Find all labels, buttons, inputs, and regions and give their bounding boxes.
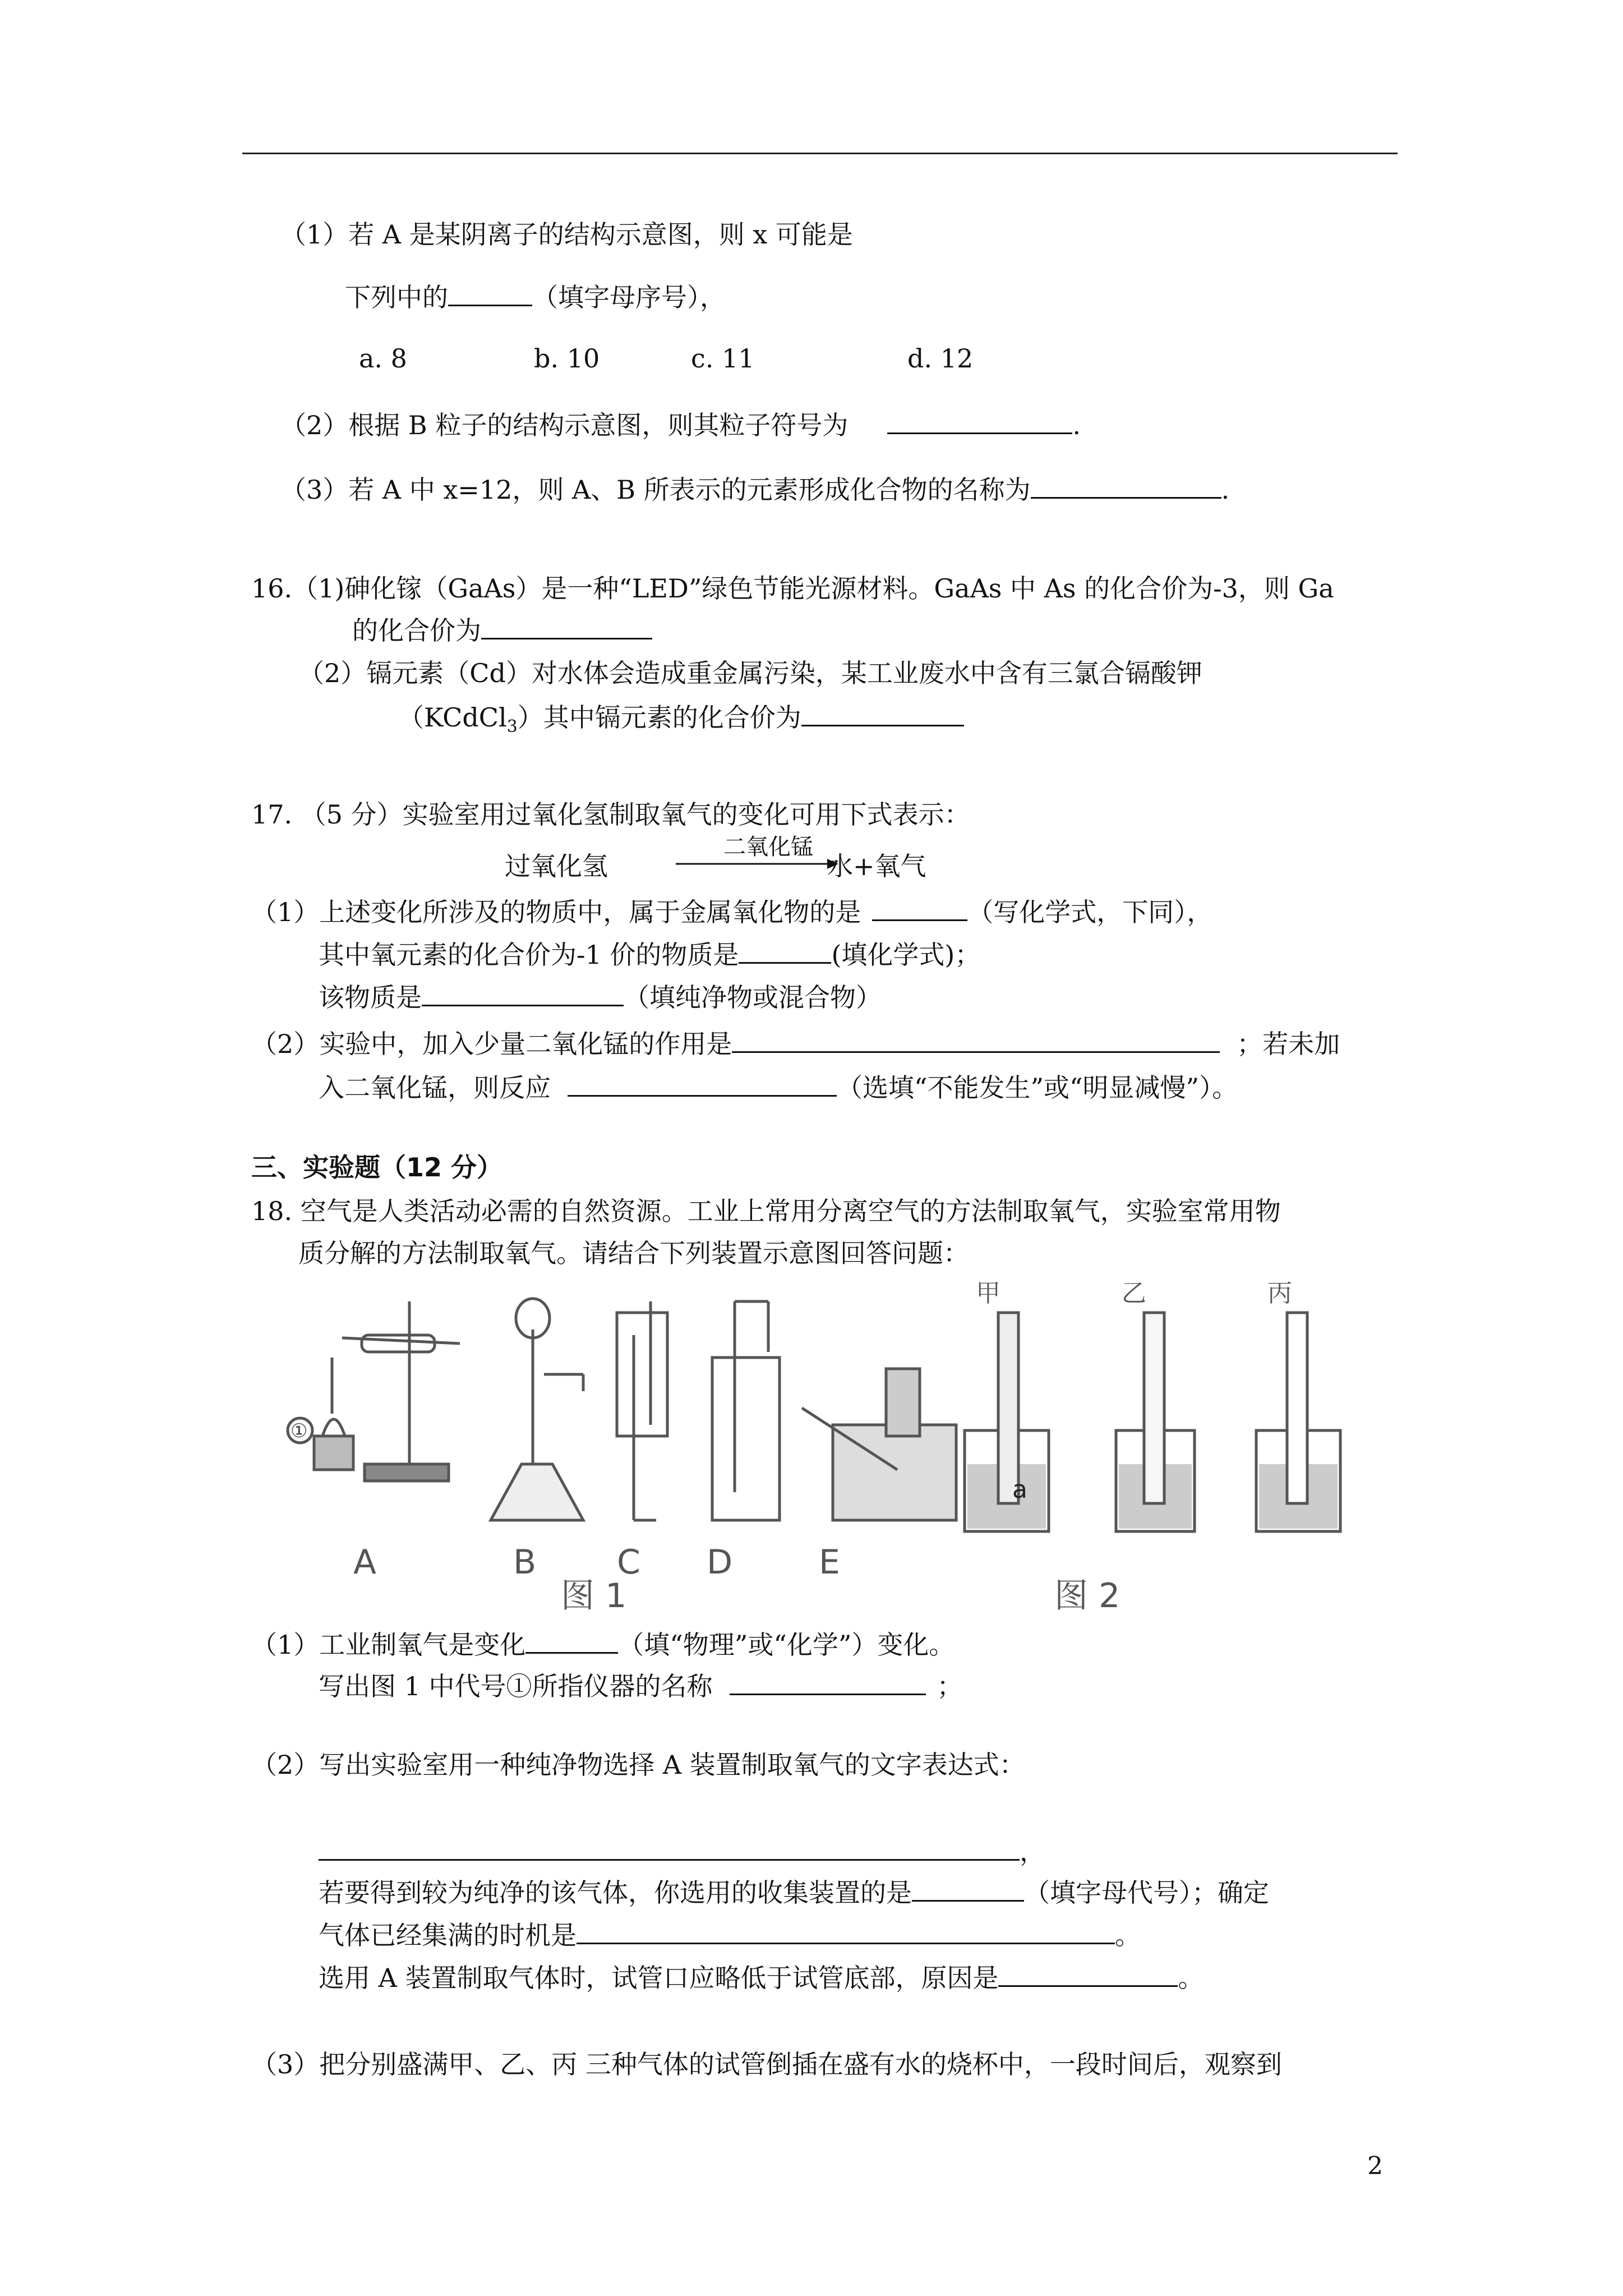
q18-line2: 质分解的方法制取氧气。请结合下列装置示意图回答问题：	[298, 1238, 969, 1268]
q15-option-d: d. 12	[907, 343, 974, 374]
q15-answer-blank-1[interactable]	[448, 279, 532, 306]
q15-part1-line1: （1）若 A 是某阴离子的结构示意图，则 x 可能是	[280, 219, 853, 250]
q18-answer-blank-3[interactable]	[319, 1833, 1020, 1861]
q18-line1: 18. 空气是人类活动必需的自然资源。工业上常用分离空气的方法制取氧气，实验室常用物	[251, 1196, 1281, 1226]
fig2-label-bing: 丙	[1267, 1279, 1292, 1308]
q18-answer-blank-1[interactable]	[525, 1626, 618, 1654]
section-3-title: 三、实验题（12 分）	[251, 1152, 503, 1182]
apparatus-a	[288, 1301, 460, 1481]
fig1-label-d: D	[707, 1543, 733, 1582]
q16-answer-blank-2[interactable]	[801, 699, 964, 726]
q15-answer-blank-3[interactable]	[1031, 471, 1221, 499]
q18-part2-intro: （2）写出实验室用一种纯净物选择 A 装置制取氧气的文字表达式：	[251, 1750, 1025, 1780]
apparatus-b	[491, 1299, 583, 1520]
q18-part1-line1: （1）工业制氧气是变化 （填“物理”或“化学”）变化。	[251, 1625, 955, 1662]
q17-part2-line1: （2）实验中，加入少量二氧化锰的作用是 ；若未加	[251, 1024, 1340, 1061]
q17-part1-line1: （1）上述变化所涉及的物质中，属于金属氧化物的是 （写化学式，下同），	[251, 892, 1212, 929]
q17-answer-blank-1[interactable]	[872, 894, 967, 921]
q17-answer-blank-2[interactable]	[739, 936, 831, 964]
beaker-bing	[1256, 1313, 1340, 1531]
q18-answer-blank-6[interactable]	[998, 1959, 1178, 1987]
q16-answer-blank-1[interactable]	[481, 612, 652, 639]
q16-line2: 的化合价为	[352, 610, 652, 647]
q17-reactant: 过氧化氢	[505, 851, 608, 881]
q17-catalyst: 二氧化锰	[723, 834, 813, 860]
q18-part2-line4: 选用 A 装置制取气体时，试管口应略低于试管底部，原因是 。	[319, 1958, 1204, 1995]
q16-line4: （KCdCl$_3$）其中镉元素的化合价为	[398, 697, 964, 737]
apparatus-d	[712, 1301, 780, 1520]
q15-part1-line2: 下列中的 （填字母序号），	[345, 277, 726, 314]
q15-part3: （3）若 A 中 x=12，则 A、B 所表示的元素形成化合物的名称为 .	[280, 470, 1229, 507]
fig2-caption: 图 2	[1054, 1576, 1121, 1610]
q18-part1-line2: 写出图 1 中代号①所指仪器的名称 ；	[319, 1666, 963, 1703]
fig2-marker: a	[1012, 1475, 1027, 1504]
q17-answer-blank-4[interactable]	[732, 1025, 1220, 1053]
beaker-yi	[1116, 1313, 1195, 1531]
q17-intro: 17. （5 分）实验室用过氧化氢制取氧气的变化可用下式表示：	[251, 799, 970, 830]
fig1-label-a: A	[353, 1543, 377, 1582]
q18-answer-blank-2[interactable]	[730, 1668, 926, 1695]
fig1-label-c: C	[617, 1543, 640, 1582]
q17-part1-line2: 其中氧元素的化合价为-1 价的物质是 (填化学式)；	[319, 935, 980, 972]
fig2-label-jia: 甲	[976, 1279, 1000, 1308]
apparatus-figure	[269, 1279, 1419, 1610]
q17-part1-line3: 该物质是 （填纯净物或混合物）	[319, 977, 882, 1014]
q18-answer-blank-4[interactable]	[912, 1874, 1024, 1902]
page-number: 2	[1367, 2152, 1383, 2180]
fig1-label-b: B	[513, 1543, 537, 1582]
fig1-label-e: E	[819, 1543, 840, 1582]
q17-answer-blank-3[interactable]	[422, 979, 624, 1006]
q17-answer-blank-5[interactable]	[568, 1069, 837, 1097]
q15-part2: （2）根据 B 粒子的结构示意图，则其粒子符号为 .	[280, 405, 1081, 442]
q16-line1: 16.（1)砷化镓（GaAs）是一种“LED”绿色节能光源材料。GaAs 中 As 的化合价为-3，则 Ga	[251, 573, 1334, 604]
q15-option-b: b. 10	[534, 343, 600, 374]
q18-part2-line2: 若要得到较为纯净的该气体，你选用的收集装置的是 （填字母代号）；确定	[319, 1872, 1269, 1910]
q18-answer-blank-5[interactable]	[577, 1917, 1115, 1944]
apparatus-e	[802, 1369, 956, 1520]
fig1-marker: ①	[291, 1420, 308, 1442]
q17-products: 水+氧气	[827, 851, 926, 881]
beaker-jia	[965, 1313, 1049, 1531]
q15-answer-blank-2[interactable]	[887, 407, 1072, 434]
q18-part3-line: （3）把分别盛满甲、乙、丙 三种气体的试管倒插在盛有水的烧杯中，一段时间后，观察到	[251, 2049, 1282, 2079]
q17-part2-line2: 入二氧化锰，则反应 （选填“不能发生”或“明显减慢”）。	[319, 1068, 1238, 1105]
fig1-caption: 图 1	[561, 1576, 627, 1610]
q15-option-c: c. 11	[691, 343, 755, 374]
header-rule	[242, 153, 1398, 154]
q15-option-a: a. 8	[359, 343, 407, 374]
q18-part2-line3: 气体已经集满的时机是 。	[319, 1915, 1141, 1952]
q18-part2-expression: ，	[319, 1832, 1045, 1869]
q17-reaction-arrow	[676, 857, 838, 871]
q16-line3: （2）镉元素（Cd）对水体会造成重金属污染，某工业废水中含有三氯合镉酸钾	[298, 658, 1202, 688]
fig2-label-yi: 乙	[1122, 1279, 1146, 1308]
apparatus-c	[617, 1301, 667, 1520]
